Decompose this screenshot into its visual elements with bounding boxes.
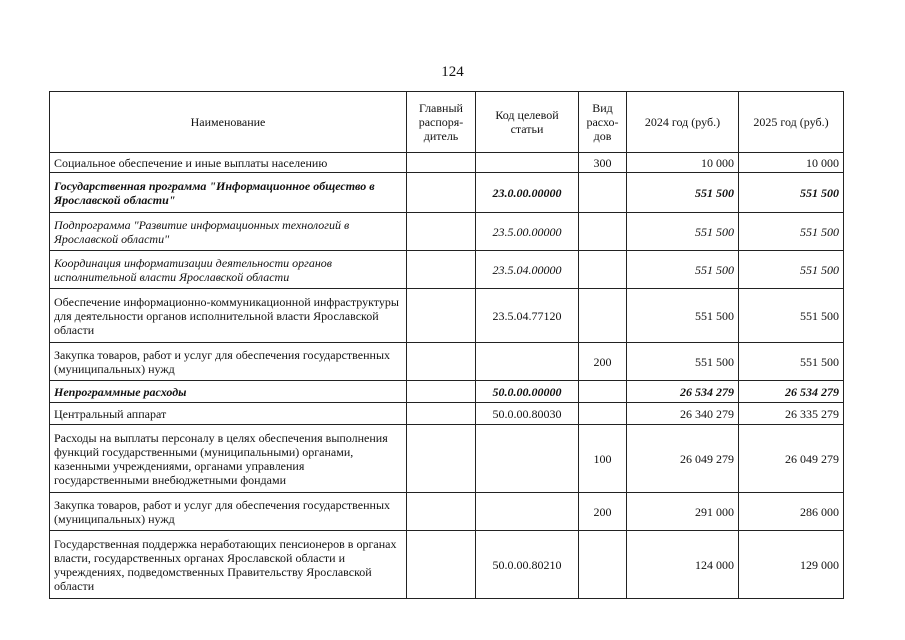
cell-chief bbox=[407, 289, 476, 343]
cell-y2024: 551 500 bbox=[627, 343, 739, 381]
header-2024: 2024 год (руб.) bbox=[627, 92, 739, 153]
cell-vid bbox=[579, 251, 627, 289]
cell-vid bbox=[579, 531, 627, 599]
header-chief: Главный распоря-дитель bbox=[407, 92, 476, 153]
cell-chief bbox=[407, 531, 476, 599]
cell-chief bbox=[407, 173, 476, 213]
cell-chief bbox=[407, 153, 476, 173]
table-row bbox=[50, 403, 844, 425]
cell-vid bbox=[579, 381, 627, 403]
cell-code bbox=[476, 493, 579, 531]
table-row bbox=[50, 153, 844, 173]
table-row bbox=[50, 289, 844, 343]
cell-y2025: 551 500 bbox=[739, 343, 844, 381]
table-row bbox=[50, 173, 844, 213]
cell-y2025: 10 000 bbox=[739, 153, 844, 173]
cell-chief bbox=[407, 425, 476, 493]
cell-code: 23.5.04.00000 bbox=[476, 251, 579, 289]
table-row bbox=[50, 531, 844, 599]
cell-y2025: 129 000 bbox=[739, 531, 844, 599]
cell-code: 23.5.00.00000 bbox=[476, 213, 579, 251]
cell-y2024: 551 500 bbox=[627, 213, 739, 251]
table-row bbox=[50, 213, 844, 251]
table-row bbox=[50, 251, 844, 289]
cell-name: Координация информатизации деятельности органов исполнительной власти Ярославской области bbox=[50, 251, 407, 289]
cell-name: Закупка товаров, работ и услуг для обеспечения государственных (муниципальных) нужд bbox=[50, 493, 407, 531]
cell-y2025: 26 335 279 bbox=[739, 403, 844, 425]
cell-vid bbox=[579, 403, 627, 425]
cell-y2024: 124 000 bbox=[627, 531, 739, 599]
header-code: Код целевой статьи bbox=[476, 92, 579, 153]
cell-vid: 200 bbox=[579, 493, 627, 531]
cell-y2025: 286 000 bbox=[739, 493, 844, 531]
cell-vid: 200 bbox=[579, 343, 627, 381]
cell-name: Государственная поддержка неработающих пенсионеров в органах власти, государственных органах Ярославской области и учреждениях, подведомственных Правительству Ярославской области bbox=[50, 531, 407, 599]
cell-y2025: 551 500 bbox=[739, 213, 844, 251]
cell-code: 50.0.00.80210 bbox=[476, 531, 579, 599]
cell-chief bbox=[407, 251, 476, 289]
cell-code bbox=[476, 425, 579, 493]
table-body bbox=[50, 153, 844, 599]
table-row bbox=[50, 343, 844, 381]
cell-y2025: 26 049 279 bbox=[739, 425, 844, 493]
cell-code bbox=[476, 343, 579, 381]
table-row bbox=[50, 493, 844, 531]
cell-name: Центральный аппарат bbox=[50, 403, 407, 425]
cell-name: Социальное обеспечение и иные выплаты населению bbox=[50, 153, 407, 173]
cell-chief bbox=[407, 403, 476, 425]
cell-y2024: 10 000 bbox=[627, 153, 739, 173]
cell-vid: 100 bbox=[579, 425, 627, 493]
cell-chief bbox=[407, 381, 476, 403]
cell-vid bbox=[579, 213, 627, 251]
cell-name: Государственная программа "Информационное общество в Ярославской области" bbox=[50, 173, 407, 213]
cell-code: 50.0.00.80030 bbox=[476, 403, 579, 425]
table-row bbox=[50, 425, 844, 493]
cell-y2025: 551 500 bbox=[739, 251, 844, 289]
cell-y2024: 26 534 279 bbox=[627, 381, 739, 403]
cell-code: 50.0.00.00000 bbox=[476, 381, 579, 403]
header-row bbox=[50, 92, 844, 153]
cell-name: Обеспечение информационно-коммуникационной инфраструктуры для деятельности органов исполнительной власти Ярославской области bbox=[50, 289, 407, 343]
page-number: 124 bbox=[441, 64, 464, 80]
cell-chief bbox=[407, 213, 476, 251]
cell-y2025: 26 534 279 bbox=[739, 381, 844, 403]
cell-chief bbox=[407, 343, 476, 381]
cell-name: Расходы на выплаты персоналу в целях обеспечения выполнения функций государственными (муниципальными) органами, казенными учреждениями, органами управления государственными внебюджетными фондами bbox=[50, 425, 407, 493]
cell-y2024: 551 500 bbox=[627, 173, 739, 213]
header-name: Наименование bbox=[50, 92, 407, 153]
cell-code bbox=[476, 153, 579, 173]
cell-name: Подпрограмма "Развитие информационных технологий в Ярославской области" bbox=[50, 213, 407, 251]
cell-y2024: 291 000 bbox=[627, 493, 739, 531]
table-row bbox=[50, 381, 844, 403]
cell-y2024: 26 049 279 bbox=[627, 425, 739, 493]
cell-y2024: 551 500 bbox=[627, 251, 739, 289]
cell-vid bbox=[579, 173, 627, 213]
header-vid: Вид расхо-дов bbox=[579, 92, 627, 153]
cell-name: Непрограммные расходы bbox=[50, 381, 407, 403]
cell-y2025: 551 500 bbox=[739, 289, 844, 343]
cell-code: 23.5.04.77120 bbox=[476, 289, 579, 343]
budget-table bbox=[49, 91, 844, 599]
cell-y2024: 551 500 bbox=[627, 289, 739, 343]
cell-y2025: 551 500 bbox=[739, 173, 844, 213]
cell-vid bbox=[579, 289, 627, 343]
cell-name: Закупка товаров, работ и услуг для обеспечения государственных (муниципальных) нужд bbox=[50, 343, 407, 381]
cell-code: 23.0.00.00000 bbox=[476, 173, 579, 213]
cell-y2024: 26 340 279 bbox=[627, 403, 739, 425]
header-2025: 2025 год (руб.) bbox=[739, 92, 844, 153]
cell-vid: 300 bbox=[579, 153, 627, 173]
cell-chief bbox=[407, 493, 476, 531]
